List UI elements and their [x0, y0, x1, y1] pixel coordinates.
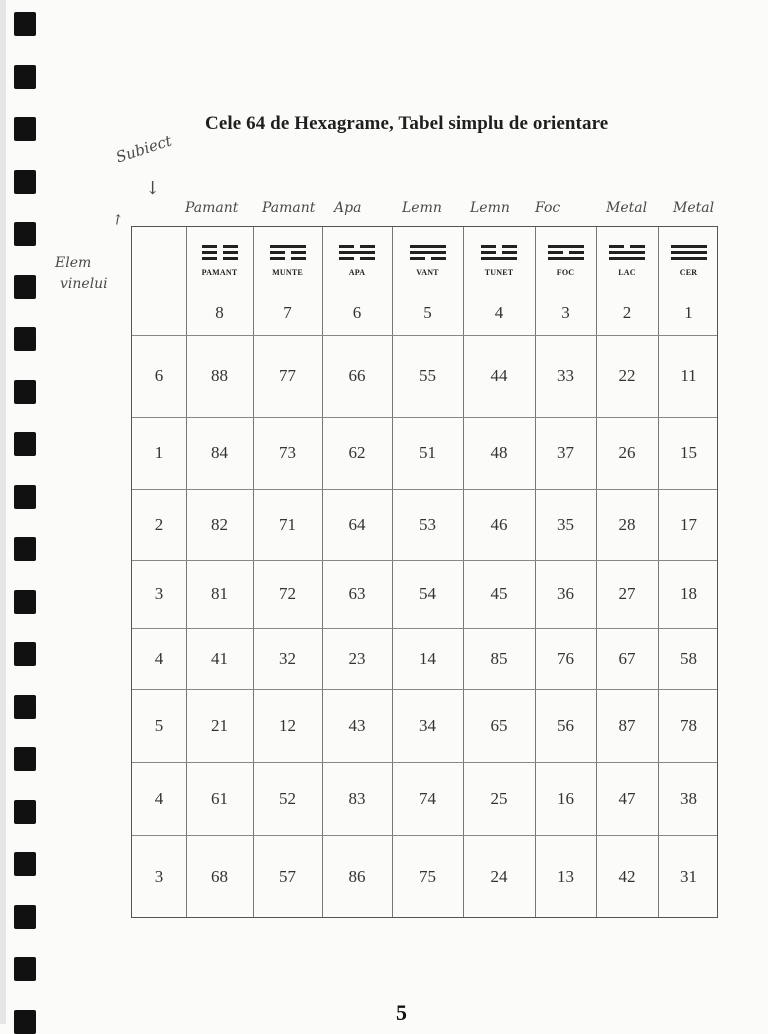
table-cell: 47: [618, 788, 636, 808]
row-label: 6: [154, 366, 164, 385]
trigram-name: LAC: [618, 268, 636, 277]
binding-hole: [14, 747, 36, 771]
table-cell: 72: [279, 584, 296, 603]
row-label: 2: [154, 514, 164, 534]
table-cell: 66: [348, 366, 366, 385]
binding-hole: [14, 590, 36, 614]
table-cell: 27: [618, 584, 636, 603]
elements-annotation-line1: Elem: [55, 255, 92, 271]
row-label: 3: [154, 867, 164, 886]
table-cell: 65: [490, 715, 508, 735]
trigram-number: 8: [215, 303, 224, 322]
table-column-divider: [322, 227, 323, 917]
table-cell: 34: [419, 715, 436, 735]
binding-hole: [14, 65, 36, 89]
down-arrow-icon: ↓: [145, 178, 161, 199]
trigram-name: MUNTE: [272, 268, 303, 277]
table-cell: 61: [211, 788, 228, 808]
table-cell: 17: [680, 514, 697, 534]
table-cell: 43: [348, 715, 366, 735]
spiral-binding: [0, 0, 40, 1024]
table-cell: 45: [490, 584, 508, 603]
trigram-name: VANT: [416, 268, 439, 277]
column-annotation: Metal: [673, 200, 715, 216]
binding-hole: [14, 957, 36, 981]
table-cell: 14: [419, 648, 436, 668]
table-cell: 11: [680, 366, 697, 385]
table-cell: 31: [680, 867, 697, 886]
trigram-number: 5: [423, 303, 432, 322]
trigram-name: PAMANT: [201, 268, 238, 277]
column-annotation: Pamant: [185, 200, 239, 216]
table-cell: 87: [618, 715, 636, 735]
table-column-divider: [186, 227, 187, 917]
table-cell: 71: [279, 514, 296, 534]
table-cell: 81: [211, 584, 228, 603]
table-cell: 88: [211, 366, 228, 385]
table-cell: 33: [557, 366, 574, 385]
trigram-apa-icon: [339, 245, 375, 263]
table-cell: 84: [211, 443, 228, 462]
table-row-divider: [132, 489, 717, 490]
binding-hole: [14, 695, 36, 719]
binding-hole: [14, 485, 36, 509]
table-cell: 74: [419, 788, 436, 808]
binding-hole: [14, 905, 36, 929]
trigram-number: 1: [684, 303, 693, 322]
trigram-number: 3: [561, 303, 570, 322]
column-annotation: Lemn: [402, 200, 442, 216]
table-cell: 26: [618, 443, 636, 462]
table-row-divider: [132, 689, 717, 690]
trigram-number: 4: [494, 303, 504, 322]
trigram-foc-icon: [548, 245, 584, 263]
table-cell: 21: [211, 715, 228, 735]
table-cell: 44: [490, 366, 508, 385]
table-cell: 67: [618, 648, 636, 668]
binding-hole: [14, 800, 36, 824]
table-cell: 28: [618, 514, 636, 534]
page-title: Cele 64 de Hexagrame, Tabel simplu de orientare: [205, 113, 609, 134]
table-cell: 55: [419, 366, 436, 385]
table-cell: 62: [348, 443, 366, 462]
table-cell: 64: [348, 514, 366, 534]
table-cell: 51: [419, 443, 436, 462]
table-cell: 42: [618, 867, 636, 886]
binding-strip: [0, 0, 6, 1024]
binding-hole: [14, 170, 36, 194]
table-column-divider: [392, 227, 393, 917]
column-annotation: Apa: [334, 200, 362, 216]
table-cell: 58: [680, 648, 697, 668]
table-row-divider: [132, 762, 717, 763]
column-annotation: Lemn: [470, 200, 510, 216]
binding-hole: [14, 12, 36, 36]
elements-annotation-line2: vinelui: [60, 276, 108, 292]
table-cell: 63: [348, 584, 366, 603]
page-number: 5: [396, 1000, 407, 1025]
table-cell: 18: [680, 584, 697, 603]
row-label: 3: [154, 584, 164, 603]
table-column-divider: [253, 227, 254, 917]
binding-hole: [14, 327, 36, 351]
table-cell: 25: [490, 788, 508, 808]
table-cell: 32: [279, 648, 296, 668]
table-cell: 75: [419, 867, 436, 886]
table-cell: 48: [490, 443, 508, 462]
table-cell: 13: [557, 867, 574, 886]
row-label: 4: [154, 788, 164, 808]
table-cell: 56: [557, 715, 574, 735]
table-cell: 54: [419, 584, 436, 603]
trigram-pamant-icon: [202, 245, 238, 263]
table-row-divider: [132, 628, 717, 629]
trigram-name: CER: [679, 268, 698, 277]
trigram-munte-icon: [270, 245, 306, 263]
table-cell: 22: [618, 366, 636, 385]
table-cell: 46: [490, 514, 508, 534]
table-cell: 68: [211, 867, 228, 886]
table-cell: 36: [557, 584, 574, 603]
row-label: 1: [154, 443, 164, 462]
trigram-number: 6: [352, 303, 362, 322]
binding-hole: [14, 852, 36, 876]
table-cell: 78: [680, 715, 697, 735]
binding-hole: [14, 222, 36, 246]
table-column-divider: [535, 227, 536, 917]
table-cell: 83: [348, 788, 366, 808]
binding-hole: [14, 642, 36, 666]
trigram-number: 2: [622, 303, 632, 322]
row-label: 5: [154, 715, 164, 735]
binding-hole: [14, 117, 36, 141]
table-cell: 16: [557, 788, 574, 808]
table-column-divider: [463, 227, 464, 917]
row-label: 4: [154, 648, 164, 668]
binding-hole: [14, 380, 36, 404]
binding-hole: [14, 1010, 36, 1034]
table-cell: 24: [490, 867, 508, 886]
trigram-number: 7: [283, 303, 292, 322]
table-row-divider: [132, 335, 717, 336]
table-row-divider: [132, 560, 717, 561]
binding-hole: [14, 537, 36, 561]
column-annotation: Pamant: [262, 200, 316, 216]
trigram-name: TUNET: [484, 268, 514, 277]
trigram-name: APA: [348, 268, 366, 277]
hexagram-table: [131, 226, 718, 918]
table-cell: 53: [419, 514, 436, 534]
table-column-divider: [596, 227, 597, 917]
column-annotation: Metal: [606, 200, 648, 216]
table-column-divider: [658, 227, 659, 917]
trigram-vant-icon: [410, 245, 446, 263]
table-cell: 38: [680, 788, 697, 808]
table-row-divider: [132, 417, 717, 418]
table-cell: 15: [680, 443, 697, 462]
trigram-name: FOC: [556, 268, 575, 277]
table-cell: 86: [348, 867, 366, 886]
table-cell: 41: [211, 648, 228, 668]
table-cell: 35: [557, 514, 574, 534]
column-annotation: Foc: [535, 200, 561, 216]
table-cell: 57: [279, 867, 296, 886]
table-cell: 12: [279, 715, 296, 735]
table-cell: 85: [490, 648, 508, 668]
trigram-tunet-icon: [481, 245, 517, 263]
binding-hole: [14, 275, 36, 299]
trigram-lac-icon: [609, 245, 645, 263]
table-cell: 73: [279, 443, 296, 462]
table-cell: 76: [557, 648, 574, 668]
pointer-arrow-icon: ↗: [108, 210, 128, 230]
binding-hole: [14, 432, 36, 456]
table-row-divider: [132, 835, 717, 836]
table-cell: 77: [279, 366, 296, 385]
table-cell: 52: [279, 788, 296, 808]
trigram-cer-icon: [671, 245, 707, 263]
table-cell: 23: [348, 648, 366, 668]
subject-annotation: Subiect: [113, 131, 175, 167]
table-cell: 37: [557, 443, 574, 462]
table-cell: 82: [211, 514, 228, 534]
